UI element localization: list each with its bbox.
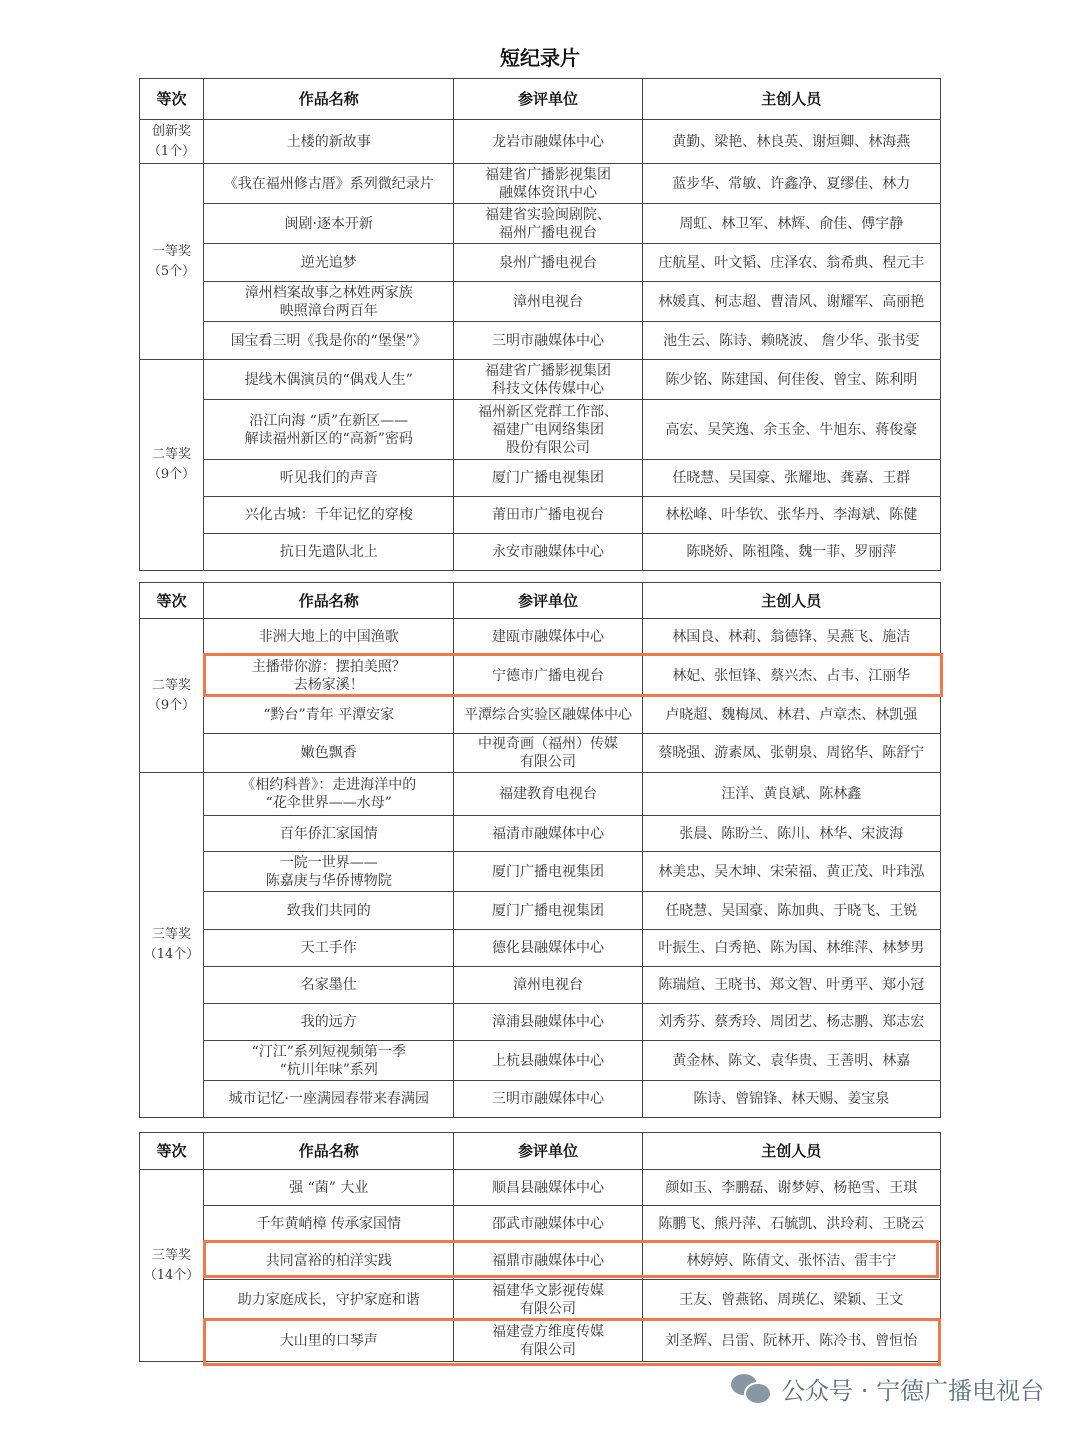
cell-line: 听见我们的声音	[279, 470, 378, 486]
unit-cell	[454, 400, 642, 460]
cell-line: 有限公司	[520, 1300, 576, 1317]
cell-line: 陈嘉庚与华侨博物院	[265, 872, 392, 889]
cell-line: 三等奖	[152, 927, 192, 942]
unit-cell	[454, 244, 642, 282]
award-level-cell	[140, 360, 204, 571]
cell-line: 闽剧·逐本开新	[284, 215, 373, 232]
work-title-cell	[204, 244, 454, 282]
cell-line: 平潭综合实验区融媒体中心	[464, 707, 632, 723]
staff-cell: 蓝步华、常敏、许鑫净、夏缪佳、林力	[642, 164, 940, 204]
work-title-cell	[204, 497, 454, 534]
table-row	[140, 244, 941, 282]
table-row	[140, 734, 941, 773]
work-title-cell	[204, 930, 454, 967]
table-row	[140, 619, 941, 655]
cell-line: 福建华文影视传媒	[492, 1282, 604, 1299]
cell-line: 德化县融媒体中心	[492, 940, 604, 956]
unit-cell	[454, 1320, 642, 1362]
cell-line: 上杭县融媒体中心	[492, 1052, 604, 1069]
staff-cell: 林美忠、吴木坤、宋荣福、黄正茂、叶玮泓	[642, 852, 940, 892]
unit-cell	[454, 534, 642, 571]
unit-cell	[454, 816, 642, 852]
table-row	[140, 1206, 941, 1242]
cell-line: 漳州档案故事之林姓两家族	[244, 284, 413, 301]
cell-line: “汀江”系列短视频第一季	[251, 1043, 406, 1060]
table-row	[140, 164, 941, 204]
staff-cell: 黄勤、梁艳、林良英、谢烜卿、林海燕	[642, 120, 940, 164]
header-row	[140, 79, 941, 120]
staff-cell: 周虹、林卫军、林辉、俞佳、傅宇静	[642, 204, 940, 244]
table-row	[140, 967, 941, 1004]
award-level-cell	[140, 120, 204, 164]
staff-cell: 汪洋、黄良斌、陈林鑫	[642, 773, 940, 816]
award-table-3	[139, 1132, 941, 1362]
staff-cell: 陈晓娇、陈祖隆、魏一菲、罗丽萍	[642, 534, 940, 571]
unit-cell	[454, 1081, 642, 1118]
work-title-cell	[204, 967, 454, 1004]
award-level-cell	[140, 164, 204, 360]
cell-line: 宁德市广播电视台	[492, 667, 604, 684]
work-title-cell	[204, 619, 454, 655]
cell-line: 一院一世界——	[279, 854, 378, 871]
cell-line: 三明市融媒体中心	[492, 1091, 604, 1107]
table-row	[140, 816, 941, 852]
staff-cell: 张晨、陈盼兰、陈川、林华、宋波海	[642, 816, 940, 852]
column-header: 参评单位	[454, 1133, 642, 1170]
work-title-cell	[204, 1280, 454, 1320]
table-row	[140, 322, 941, 360]
cell-line: 邵武市融媒体中心	[492, 1215, 604, 1232]
cell-line: 逆光追梦	[300, 254, 357, 271]
staff-cell: 黄金林、陈文、袁华贵、王善明、林嘉	[642, 1041, 940, 1081]
work-title-cell	[204, 816, 454, 852]
table-row	[140, 400, 941, 460]
work-title-cell	[204, 697, 454, 734]
header-row	[140, 1133, 941, 1170]
column-header: 作品名称	[204, 583, 454, 619]
wechat-icon	[731, 1372, 771, 1404]
unit-cell	[454, 322, 642, 360]
cell-line: 主播带你游：摆拍美照？	[251, 658, 406, 675]
cell-line: （9个）	[147, 467, 196, 482]
staff-cell: 蔡晓强、游素凤、张朝泉、周铭华、陈舒宁	[642, 734, 940, 773]
table-row	[140, 204, 941, 244]
cell-line: 二等奖	[152, 447, 192, 462]
award-level-cell	[140, 773, 204, 1118]
cell-line: 泉州广播电视台	[499, 254, 597, 271]
table-row	[140, 1081, 941, 1118]
table-row	[140, 282, 941, 322]
cell-line: 厦门广播电视集团	[492, 863, 604, 880]
cell-line: 一等奖	[152, 243, 192, 259]
cell-line: 漳浦县融媒体中心	[492, 1014, 604, 1030]
staff-cell: 林松峰、叶华钦、张华丹、李海斌、陈健	[642, 497, 940, 534]
cell-line: （14个）	[143, 1267, 200, 1283]
table-row	[140, 1041, 941, 1081]
cell-line: 福建壹方维度传媒	[492, 1323, 604, 1340]
table-row	[140, 930, 941, 967]
work-title-cell	[204, 892, 454, 930]
cell-line: 强 “菌” 大业	[289, 1179, 369, 1196]
work-title-cell	[204, 204, 454, 244]
unit-cell	[454, 1206, 642, 1242]
cell-line: 福建广电网络集团	[492, 421, 604, 438]
staff-cell: 刘秀芬、蔡秀玲、周团艺、杨志鹏、郑志宏	[642, 1004, 940, 1041]
column-header: 等次	[140, 583, 204, 619]
cell-line: 融媒体资讯中心	[499, 184, 597, 201]
column-header: 主创人员	[642, 79, 940, 120]
cell-line: 科技文体传媒中心	[492, 380, 604, 397]
cell-line: 顺昌县融媒体中心	[492, 1179, 604, 1196]
unit-cell	[454, 1242, 642, 1280]
cell-line: 提线木偶演员的“偶戏人生”	[244, 371, 413, 388]
watermark	[731, 1368, 1044, 1408]
cell-line: 福建省广播影视集团	[485, 166, 611, 183]
unit-cell	[454, 967, 642, 1004]
column-header: 作品名称	[204, 1133, 454, 1170]
staff-cell: 池生云、陈诗、赖晓波、 詹少华、张书雯	[642, 322, 940, 360]
watermark-text: 公众号 · 宁德广播电视台	[781, 1376, 1044, 1405]
unit-cell	[454, 1004, 642, 1041]
staff-cell: 庄航星、叶文韬、庄泽农、翁希典、程元丰	[642, 244, 940, 282]
cell-line: 去杨家溪！	[293, 676, 364, 693]
staff-cell: 林媛真、柯志超、曹清风、谢耀军、高丽艳	[642, 282, 940, 322]
column-header: 参评单位	[454, 79, 642, 120]
unit-cell	[454, 1041, 642, 1081]
cell-line: 二等奖	[152, 677, 192, 693]
table-row	[140, 120, 941, 164]
unit-cell	[454, 852, 642, 892]
work-title-cell	[204, 164, 454, 204]
work-title-cell	[204, 120, 454, 164]
cell-line: 《我在福州修古厝》系列微纪录片	[223, 175, 434, 192]
cell-line: （9个）	[147, 697, 196, 713]
cell-line: 漳州电视台	[513, 293, 583, 310]
staff-cell: 任晓慧、吴国豪、陈加典、于晓飞、王锐	[642, 892, 940, 930]
cell-line: 厦门广播电视集团	[492, 470, 604, 486]
cell-line: 大山里的口琴声	[279, 1332, 378, 1349]
work-title-cell	[204, 1004, 454, 1041]
table-row	[140, 460, 941, 497]
work-title-cell	[204, 852, 454, 892]
cell-line: 漳州电视台	[513, 977, 583, 993]
staff-cell: 颜如玉、李鹏磊、谢梦婷、杨艳雪、王琪	[642, 1170, 940, 1206]
unit-cell	[454, 360, 642, 400]
cell-line: 建瓯市融媒体中心	[492, 628, 604, 645]
column-header: 等次	[140, 79, 204, 120]
staff-cell: 任晓慧、吴国豪、张耀地、龚嘉、王群	[642, 460, 940, 497]
column-header: 参评单位	[454, 583, 642, 619]
table-row	[140, 773, 941, 816]
column-header: 主创人员	[642, 583, 940, 619]
table-row	[140, 697, 941, 734]
cell-line: 中视奇画（福州）传媒	[478, 736, 618, 752]
staff-cell: 林妃、张恒锋、蔡兴杰、占韦、江丽华	[642, 655, 940, 697]
cell-line: 助力家庭成长，守护家庭和谐	[237, 1291, 420, 1308]
unit-cell	[454, 460, 642, 497]
cell-line: 非洲大地上的中国渔歌	[258, 628, 399, 645]
cell-line: 创新奖	[152, 123, 192, 139]
work-title-cell	[204, 1081, 454, 1118]
unit-cell	[454, 204, 642, 244]
cell-line: 兴化古城：千年记忆的穿梭	[244, 507, 413, 523]
work-title-cell	[204, 1170, 454, 1206]
cell-line: 城市记忆·一座满园春带来春满园	[228, 1091, 429, 1107]
work-title-cell	[204, 322, 454, 360]
column-header: 等次	[140, 1133, 204, 1170]
cell-line: 三明市融媒体中心	[492, 332, 604, 349]
work-title-cell	[204, 1320, 454, 1362]
table-row	[140, 655, 941, 697]
work-title-cell	[204, 360, 454, 400]
unit-cell	[454, 120, 642, 164]
staff-cell: 王友、曾燕铭、周瑛亿、梁颖、王文	[642, 1280, 940, 1320]
cell-line: “花伞世界——水母”	[265, 795, 392, 811]
unit-cell	[454, 734, 642, 773]
unit-cell	[454, 773, 642, 816]
unit-cell	[454, 1280, 642, 1320]
cell-line: 莆田市广播电视台	[492, 507, 604, 523]
cell-line: 福州广播电视台	[499, 224, 597, 241]
table-row	[140, 892, 941, 930]
cell-line: 千年黄峭樟 传承家国情	[256, 1215, 401, 1232]
cell-line: 福州新区党群工作部、	[478, 403, 618, 420]
table-row	[140, 1280, 941, 1320]
table-row	[140, 497, 941, 534]
cell-line: （1个）	[147, 143, 196, 159]
cell-line: 龙岩市融媒体中心	[492, 133, 604, 150]
cell-line: （14个）	[143, 947, 200, 962]
cell-line: 《相约科普》：走进海洋中的	[241, 777, 417, 793]
header-row	[140, 583, 941, 619]
staff-cell: 卢晓超、魏梅凤、林君、卢章杰、林凯强	[642, 697, 940, 734]
cell-line: 抗日先遣队北上	[279, 544, 378, 560]
work-title-cell	[204, 734, 454, 773]
cell-line: 土楼的新故事	[286, 133, 371, 150]
cell-line: 致我们共同的	[286, 902, 371, 919]
staff-cell: 叶振生、白秀艳、陈为国、林维萍、林梦男	[642, 930, 940, 967]
cell-line: 国宝看三明《我是你的“堡堡”》	[230, 332, 427, 349]
work-title-cell	[204, 655, 454, 697]
staff-cell: 陈鹏飞、熊丹萍、石毓凯、洪玲莉、王晓云	[642, 1206, 940, 1242]
award-level-cell	[140, 1170, 204, 1362]
staff-cell: 刘圣辉、吕雷、阮林开、陈冷书、曾恒怡	[642, 1320, 940, 1362]
staff-cell: 高宏、吴笑逸、余玉金、牛旭东、蒋俊豪	[642, 400, 940, 460]
unit-cell	[454, 497, 642, 534]
cell-line: 福清市融媒体中心	[492, 825, 604, 842]
table-row	[140, 1004, 941, 1041]
cell-line: 天工手作	[300, 940, 357, 956]
work-title-cell	[204, 460, 454, 497]
work-title-cell	[204, 1041, 454, 1081]
work-title-cell	[204, 400, 454, 460]
table-row	[140, 1170, 941, 1206]
cell-line: 共同富裕的柏洋实践	[265, 1252, 392, 1269]
unit-cell	[454, 1170, 642, 1206]
unit-cell	[454, 619, 642, 655]
work-title-cell	[204, 773, 454, 816]
unit-cell	[454, 282, 642, 322]
cell-line: 永安市融媒体中心	[492, 544, 604, 560]
work-title-cell	[204, 1206, 454, 1242]
staff-cell: 林婷婷、陈倩文、张怀洁、雷丰宁	[642, 1242, 940, 1280]
table-row	[140, 1242, 941, 1280]
column-header: 作品名称	[204, 79, 454, 120]
cell-line: 有限公司	[520, 754, 576, 770]
unit-cell	[454, 164, 642, 204]
table-row	[140, 534, 941, 571]
cell-line: 福建省实验闽剧院、	[485, 206, 611, 223]
award-table-1	[139, 78, 941, 571]
award-table-2	[139, 582, 941, 1118]
cell-line: 有限公司	[520, 1341, 576, 1358]
unit-cell	[454, 655, 642, 697]
unit-cell	[454, 697, 642, 734]
staff-cell: 陈瑞煊、王晓书、郑文智、叶勇平、郑小冠	[642, 967, 940, 1004]
cell-line: “杭川年味”系列	[279, 1061, 378, 1078]
work-title-cell	[204, 534, 454, 571]
cell-line: “黔台”青年 平潭安家	[263, 707, 395, 723]
page-title: 短纪录片	[500, 46, 580, 70]
staff-cell: 林国良、林莉、翁德锋、吴燕飞、施洁	[642, 619, 940, 655]
staff-cell: 陈诗、曾锦锋、林天赐、姜宝泉	[642, 1081, 940, 1118]
cell-line: 三等奖	[152, 1247, 192, 1263]
cell-line: 我的远方	[300, 1014, 357, 1030]
cell-line: 百年侨汇家国情	[279, 825, 378, 842]
cell-line: 福建省广播影视集团	[485, 362, 611, 379]
cell-line: （5个）	[147, 263, 196, 279]
unit-cell	[454, 930, 642, 967]
cell-line: 福建教育电视台	[499, 786, 597, 802]
staff-cell: 陈少铭、陈建国、何佳俊、曾宝、陈利明	[642, 360, 940, 400]
cell-line: 嫩色飘香	[300, 745, 357, 761]
unit-cell	[454, 892, 642, 930]
cell-line: 映照漳台两百年	[279, 302, 378, 319]
table-row	[140, 1320, 941, 1362]
cell-line: 沿江向海 “质”在新区——	[249, 412, 409, 429]
work-title-cell	[204, 1242, 454, 1280]
table-row	[140, 852, 941, 892]
work-title-cell	[204, 282, 454, 322]
cell-line: 股份有限公司	[506, 439, 590, 456]
cell-line: 厦门广播电视集团	[492, 902, 604, 919]
cell-line: 名家墨仕	[300, 977, 357, 993]
award-level-cell	[140, 619, 204, 773]
cell-line: 解读福州新区的“高新”密码	[244, 430, 413, 447]
table-row	[140, 360, 941, 400]
column-header: 主创人员	[642, 1133, 940, 1170]
cell-line: 福鼎市融媒体中心	[492, 1252, 604, 1269]
